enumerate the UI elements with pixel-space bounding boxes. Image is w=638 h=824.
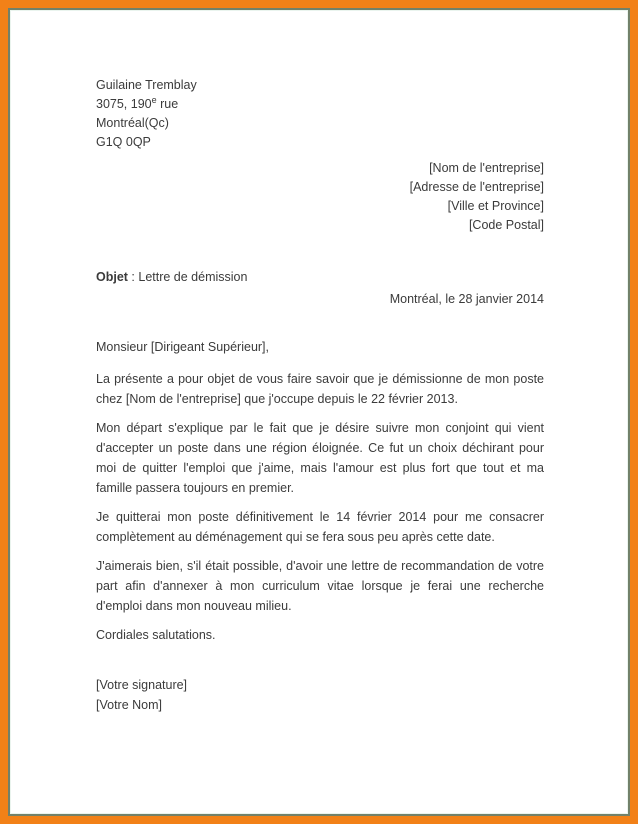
paragraph-end-date: Je quitterai mon poste définitivement le 14 février 2014 pour me consacrer complètement au déménagement qui se fera sous peu après cette date. [96, 510, 544, 544]
sender-street [96, 95, 544, 114]
paragraph-reason: Mon départ s'explique par le fait que je désire suivre mon conjoint qui vient d'accepter un poste dans une région éloignée. Ce fut un choix déchirant pour moi de quitter l'emploi que j'aime, mais l'amour est plus fort que tout et ma famille passera toujours en premier. [96, 421, 544, 495]
subject-label: Objet [96, 270, 128, 284]
closing-salutation: Cordiales salutations. [96, 628, 216, 642]
subject-line [96, 267, 544, 287]
recipient-block [96, 159, 544, 235]
recipient-city-placeholder: [Ville et Province] [447, 199, 544, 213]
signature-placeholder: [Votre signature] [96, 678, 188, 692]
letter-page [8, 8, 630, 816]
subject-text: : Lettre de démission [127, 270, 248, 284]
sender-city: Montréal(Qc) [96, 116, 169, 130]
sender-block [96, 76, 544, 152]
paragraph-resignation: La présente a pour objet de vous faire savoir que je démissionne de mon poste chez [Nom de l'entreprise] que j'occupe depuis le 22 février 2013. [96, 372, 544, 406]
date-line: Montréal, le 28 janvier 2014 [389, 292, 544, 306]
paragraph-recommendation: J'aimerais bien, s'il était possible, d'avoir une lettre de recommandation de votre part afin d'annexer à mon curriculum vitae lorsque je ferai une recherche d'emploi dans mon nouveau milieu. [96, 559, 544, 613]
signature-name-placeholder: [Votre Nom] [96, 698, 162, 712]
sender-street-ordinal: e [151, 94, 157, 105]
signature-block [96, 675, 544, 715]
recipient-address-placeholder: [Adresse de l'entreprise] [409, 180, 544, 194]
sender-street-number: 3075, 190 [96, 97, 152, 111]
sender-street-name: rue [156, 97, 179, 111]
sender-postal-code: G1Q 0QP [96, 135, 151, 149]
salutation: Monsieur [Dirigeant Supérieur], [96, 340, 269, 354]
recipient-postal-placeholder: [Code Postal] [468, 218, 544, 232]
recipient-company-placeholder: [Nom de l'entreprise] [429, 161, 544, 175]
sender-name: Guilaine Tremblay [96, 78, 197, 92]
